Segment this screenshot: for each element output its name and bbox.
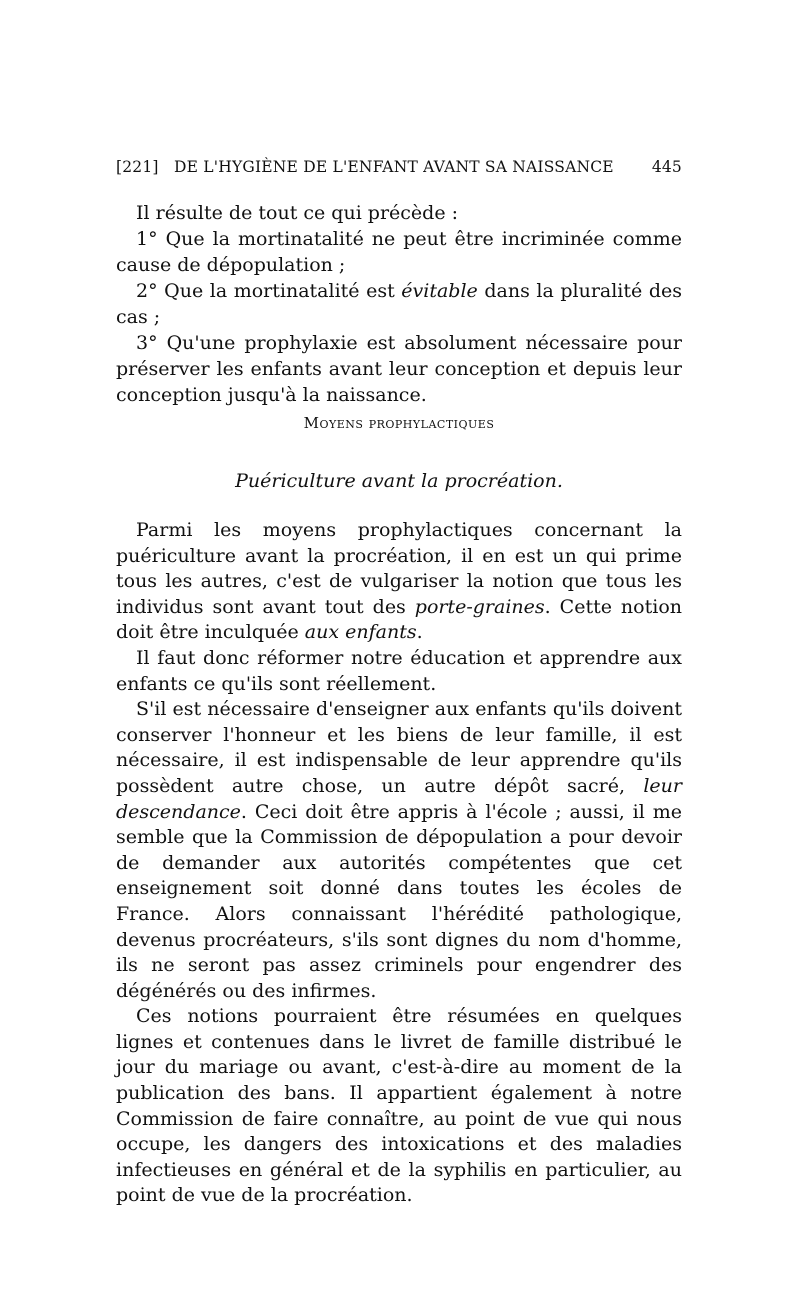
paragraph-1 <box>116 518 682 646</box>
body-block <box>116 518 682 1209</box>
p3-text-start: S'il est nécessaire d'enseigner aux enfants qu'ils doivent conserver l'honneur et les biens de leur famille, il est nécessaire, il est indispensable de leur apprendre qu'ils possèdent autre chose, un autre dépôt sacré, <box>116 698 682 797</box>
p3-emphasis: leur descendance <box>116 774 682 823</box>
p1-text-middle: . Cette notion doit être inculquée <box>116 595 682 644</box>
paragraph-2: Il faut donc réformer notre éducation et apprendre aux enfants ce qu'ils sont réellement. <box>116 646 682 695</box>
running-header <box>116 158 682 184</box>
p1-text-start: Parmi les moyens prophylactiques concernant la puériculture avant la procréation, il en est un qui prime tous les autres, c'est de vulgariser la notion que tous les individus sont avant tout des <box>116 519 682 618</box>
p1-text-end: . <box>416 621 423 644</box>
page-number: 445 <box>651 158 682 176</box>
item2-text-end: dans la pluralité des cas ; <box>116 280 682 328</box>
header-title: DE L'HYGIÈNE DE L'ENFANT AVANT SA NAISSANCE <box>174 158 614 176</box>
conclusion-item-3: 3° Qu'une prophylaxie est absolument nécessaire pour préserver les enfants avant leur conception et depuis leur conception jusqu'à la naissance. <box>116 332 682 406</box>
paragraph-4: Ces notions pourraient être résumées en quelques lignes et contenues dans le livret de famille distribué le jour du mariage ou avant, c'est-à-dire au moment de la publication des bans. Il appartient également à notre Commission de faire connaître, au point de vue qui nous occupe, les dangers des intoxications et des maladies infectieuses en général et de la syphilis en particulier, au point de vue de la procréation. <box>116 1005 682 1207</box>
intro-lead: Il résulte de tout ce qui précède : <box>136 202 459 224</box>
p3-text-end: . Ceci doit être appris à l'école ; aussi, il me semble que la Commission de dépopulation a pour devoir de demander aux autorités compétentes que cet enseignement soit donné dans toutes les écoles de France. Alors connaissant l'hérédité pathologique, devenus procréateurs, s'ils sont dignes du nom d'homme, ils ne seront pas assez criminels pour engendrer des dégénérés ou des infirmes. <box>116 800 682 1002</box>
intro-block <box>116 200 682 408</box>
paragraph-3 <box>116 697 682 1004</box>
section-heading <box>116 414 682 432</box>
header-section-number: [221] <box>116 158 159 176</box>
section-heading-text: Moyens prophylactiques <box>303 414 495 432</box>
conclusion-item-2 <box>116 278 682 330</box>
item2-emphasis: évitable <box>401 280 478 302</box>
p1-emphasis-1: porte-graines <box>414 595 545 618</box>
p1-emphasis-2: aux enfants <box>304 621 417 644</box>
section-subheading: Puériculture avant la procréation. <box>235 470 563 492</box>
conclusion-item-1: 1° Que la mortinatalité ne peut être incriminée comme cause de dépopulation ; <box>116 228 682 276</box>
item2-text-start: 2° Que la mortinatalité est <box>136 280 402 302</box>
